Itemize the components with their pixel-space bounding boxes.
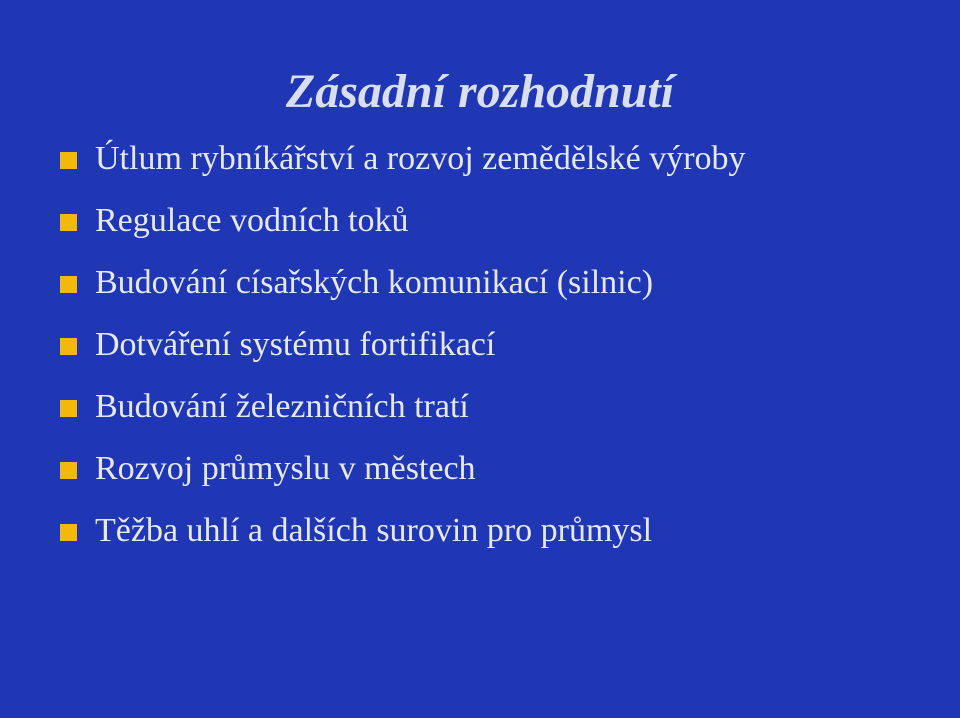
list-item bbox=[0, 500, 960, 562]
list-item-label: Útlum rybníkářství a rozvoj zemědělské výroby bbox=[95, 140, 746, 177]
list-item bbox=[0, 128, 960, 190]
list-item bbox=[0, 438, 960, 500]
square-bullet-icon bbox=[60, 214, 77, 231]
list-item bbox=[0, 252, 960, 314]
list-item-label: Dotváření systému fortifikací bbox=[95, 326, 496, 363]
list-item-label: Rozvoj průmyslu v městech bbox=[95, 450, 476, 487]
square-bullet-icon bbox=[60, 338, 77, 355]
square-bullet-icon bbox=[60, 400, 77, 417]
square-bullet-icon bbox=[60, 524, 77, 541]
bullet-list bbox=[0, 128, 960, 562]
list-item-label: Regulace vodních toků bbox=[95, 202, 409, 239]
square-bullet-icon bbox=[60, 152, 77, 169]
slide-title: Zásadní rozhodnutí bbox=[285, 65, 675, 118]
list-item bbox=[0, 314, 960, 376]
list-item-label: Budování císařských komunikací (silnic) bbox=[95, 264, 654, 301]
square-bullet-icon bbox=[60, 276, 77, 293]
list-item bbox=[0, 376, 960, 438]
list-item-label: Těžba uhlí a dalších surovin pro průmysl bbox=[95, 512, 653, 549]
square-bullet-icon bbox=[60, 462, 77, 479]
list-item bbox=[0, 190, 960, 252]
list-item-label: Budování železničních tratí bbox=[95, 388, 469, 425]
